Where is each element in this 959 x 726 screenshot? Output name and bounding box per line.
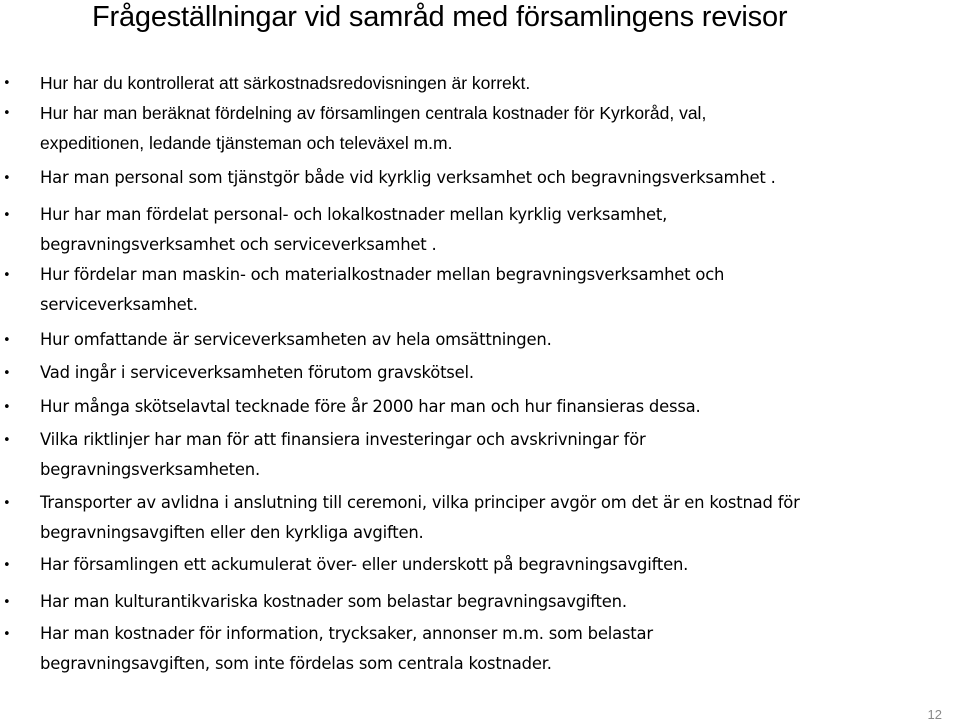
bullet-marker: •: [3, 208, 11, 223]
list-item-text: expeditionen, ledande tjänsteman och televäxel m.m.: [40, 133, 453, 153]
bullet-marker: •: [3, 558, 11, 573]
bullet-marker: •: [3, 76, 11, 91]
bullet-marker: •: [3, 106, 11, 121]
list-item-text: Vilka riktlinjer har man för att finansiera investeringar och avskrivningar för: [40, 430, 646, 449]
list-item-text: Har man kostnader för information, trycksaker, annonser m.m. som belastar: [40, 624, 653, 643]
list-item-text: Hur många skötselavtal tecknade före år 2000 har man och hur finansieras dessa.: [40, 397, 701, 416]
list-item-text: Har man personal som tjänstgör både vid kyrklig verksamhet och begravningsverksamhet .: [40, 168, 776, 187]
list-item-text: Vad ingår i serviceverksamheten förutom gravskötsel.: [40, 363, 474, 382]
list-item-text: Transporter av avlidna i anslutning till ceremoni, vilka principer avgör om det är en kostnad för: [40, 493, 800, 512]
bullet-marker: •: [3, 366, 11, 381]
bullet-marker: •: [3, 268, 11, 283]
page-number: 12: [927, 707, 942, 722]
list-item-text: Hur har man beräknat fördelning av församlingen centrala kostnader för Kyrkoråd, val,: [40, 103, 707, 123]
bullet-marker: •: [3, 333, 11, 348]
list-item-text: begravningsavgiften, som inte fördelas som centrala kostnader.: [40, 654, 552, 673]
list-item-text: Hur omfattande är serviceverksamheten av hela omsättningen.: [40, 330, 552, 349]
list-item-text: begravningsavgiften eller den kyrkliga avgiften.: [40, 523, 424, 542]
list-item-text: Har församlingen ett ackumulerat över- eller underskott på begravningsavgiften.: [40, 555, 689, 574]
bullet-marker: •: [3, 171, 11, 186]
bullet-marker: •: [3, 433, 11, 448]
bullet-marker: •: [3, 400, 11, 415]
bullet-marker: •: [3, 496, 11, 511]
slide-title: Frågeställningar vid samråd med församlingens revisor: [92, 1, 788, 33]
list-item-text: Hur har man fördelat personal- och lokalkostnader mellan kyrklig verksamhet,: [40, 205, 668, 224]
list-item-text: begravningsverksamheten.: [40, 460, 260, 479]
list-item-text: begravningsverksamhet och serviceverksamhet .: [40, 235, 437, 254]
list-item-text: Har man kulturantikvariska kostnader som belastar begravningsavgiften.: [40, 592, 627, 611]
bullet-marker: •: [3, 595, 11, 610]
list-item-text: Hur fördelar man maskin- och materialkostnader mellan begravningsverksamhet och: [40, 265, 725, 284]
list-item-text: Hur har du kontrollerat att särkostnadsredovisningen är korrekt.: [40, 73, 531, 93]
list-item-text: serviceverksamhet.: [40, 295, 198, 314]
bullet-marker: •: [3, 627, 11, 642]
